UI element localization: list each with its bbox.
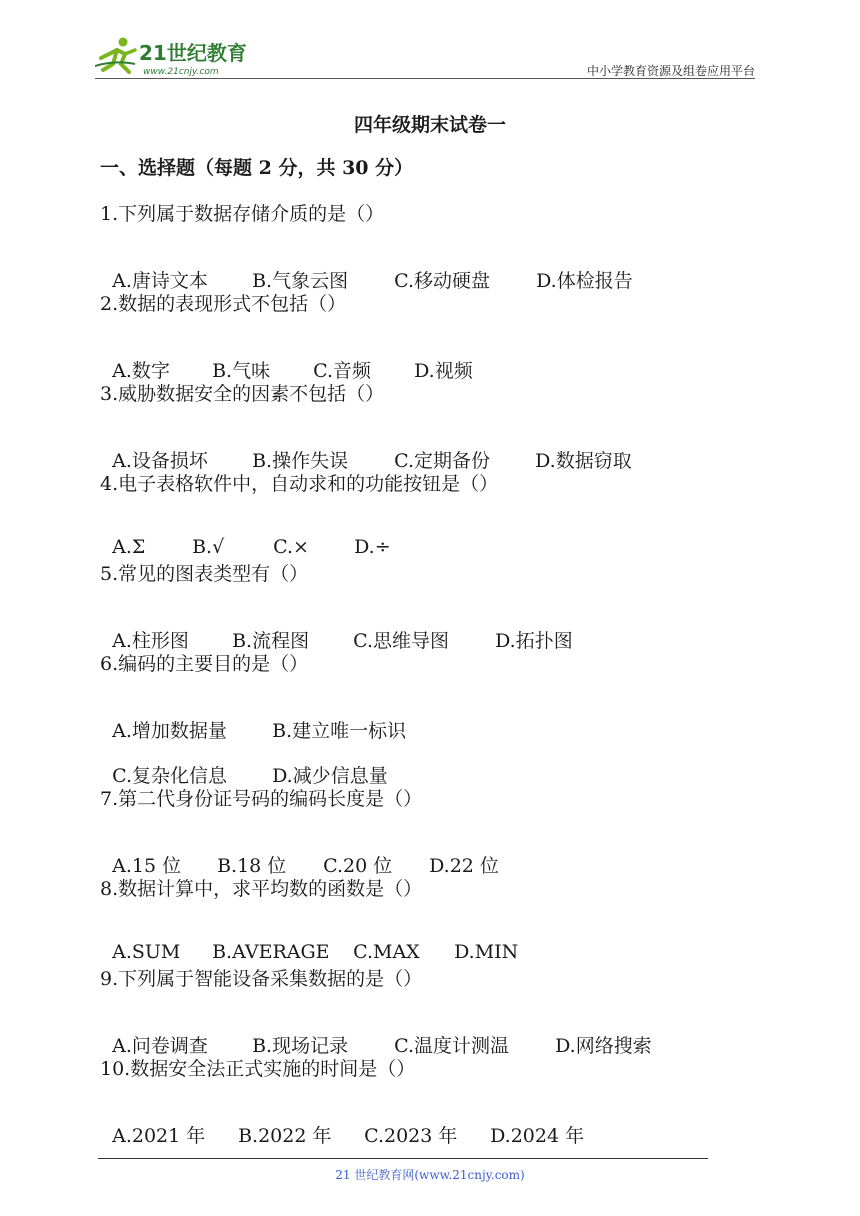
option: D.网络搜索 bbox=[555, 1035, 652, 1057]
option: C.2023 年 bbox=[364, 1125, 458, 1147]
question-5: 5.常见的图表类型有（） bbox=[100, 563, 309, 585]
question-9: 9.下列属于智能设备采集数据的是（） bbox=[100, 968, 423, 990]
question-10: 10.数据安全法正式实施的时间是（） bbox=[100, 1058, 416, 1080]
exam-title: 四年级期末试卷一 bbox=[353, 114, 506, 136]
option: C.定期备份 bbox=[394, 450, 490, 472]
option: A.问卷调查 bbox=[112, 1035, 208, 1057]
question-5-options bbox=[100, 604, 573, 653]
option: A.唐诗文本 bbox=[112, 270, 208, 292]
option: B.流程图 bbox=[232, 630, 310, 652]
question-6-options-row1 bbox=[100, 694, 406, 743]
runner-logo-icon bbox=[95, 36, 260, 78]
option: D.22 位 bbox=[429, 855, 499, 877]
option: B.现场记录 bbox=[252, 1035, 349, 1057]
option: C.思维导图 bbox=[353, 630, 449, 652]
option: D.数据窃取 bbox=[535, 450, 632, 472]
option: A.数字 bbox=[112, 360, 170, 382]
option: C.移动硬盘 bbox=[394, 270, 490, 292]
option: A.柱形图 bbox=[112, 630, 189, 652]
question-3-options bbox=[100, 424, 632, 473]
section-heading: 一、选择题（每题 2 分，共 30 分） bbox=[100, 157, 414, 179]
option: C.复杂化信息 bbox=[112, 765, 227, 787]
option: B.建立唯一标识 bbox=[272, 720, 407, 742]
option: D.MIN bbox=[454, 941, 519, 963]
option: D.2024 年 bbox=[490, 1125, 585, 1147]
option: C.音频 bbox=[313, 360, 371, 382]
footer-link[interactable]: 21 世纪教育网(www.21cnjy.com) bbox=[335, 1168, 525, 1182]
option: C.20 位 bbox=[323, 855, 393, 877]
logo-url: www.21cnjy.com bbox=[143, 67, 219, 77]
site-logo bbox=[95, 36, 260, 78]
option: A.15 位 bbox=[112, 855, 182, 877]
option: A.增加数据量 bbox=[112, 720, 227, 742]
question-7-options bbox=[100, 829, 499, 878]
question-6-options-row2 bbox=[100, 739, 388, 788]
option: B.2022 年 bbox=[238, 1125, 332, 1147]
option: A.Σ bbox=[112, 536, 146, 558]
footer-divider bbox=[98, 1158, 708, 1159]
question-9-options bbox=[100, 1009, 652, 1058]
option: D.÷ bbox=[354, 536, 391, 558]
option: D.视频 bbox=[414, 360, 473, 382]
option: A.SUM bbox=[112, 941, 181, 963]
option: D.减少信息量 bbox=[272, 765, 388, 787]
option: B.18 位 bbox=[217, 855, 287, 877]
option: D.拓扑图 bbox=[495, 630, 573, 652]
header-tagline: 中小学教育资源及组卷应用平台 bbox=[586, 64, 755, 78]
question-4: 4.电子表格软件中，自动求和的功能按钮是（） bbox=[100, 473, 499, 495]
question-1-options bbox=[100, 244, 633, 293]
question-7: 7.第二代身份证号码的编码长度是（） bbox=[100, 788, 423, 810]
option: A.设备损坏 bbox=[112, 450, 208, 472]
question-10-options bbox=[100, 1099, 584, 1148]
option: C.MAX bbox=[353, 941, 420, 963]
question-4-options bbox=[100, 514, 391, 558]
question-1: 1.下列属于数据存储介质的是（） bbox=[100, 203, 385, 225]
option: B.AVERAGE bbox=[212, 941, 330, 963]
header-divider bbox=[95, 78, 755, 79]
question-6: 6.编码的主要目的是（） bbox=[100, 653, 309, 675]
question-2: 2.数据的表现形式不包括（） bbox=[100, 293, 347, 315]
option: A.2021 年 bbox=[112, 1125, 206, 1147]
logo-text: 21世纪教育 bbox=[139, 41, 247, 65]
question-8: 8.数据计算中，求平均数的函数是（） bbox=[100, 878, 423, 900]
question-3: 3.威胁数据安全的因素不包括（） bbox=[100, 383, 385, 405]
option: B.气味 bbox=[212, 360, 271, 382]
question-8-options bbox=[100, 919, 518, 963]
question-2-options bbox=[100, 334, 473, 383]
option: B.√ bbox=[192, 536, 225, 558]
option: C.温度计测温 bbox=[394, 1035, 509, 1057]
option: D.体检报告 bbox=[536, 270, 633, 292]
option: B.操作失误 bbox=[252, 450, 349, 472]
option: B.气象云图 bbox=[252, 270, 349, 292]
option: C.× bbox=[273, 536, 309, 558]
